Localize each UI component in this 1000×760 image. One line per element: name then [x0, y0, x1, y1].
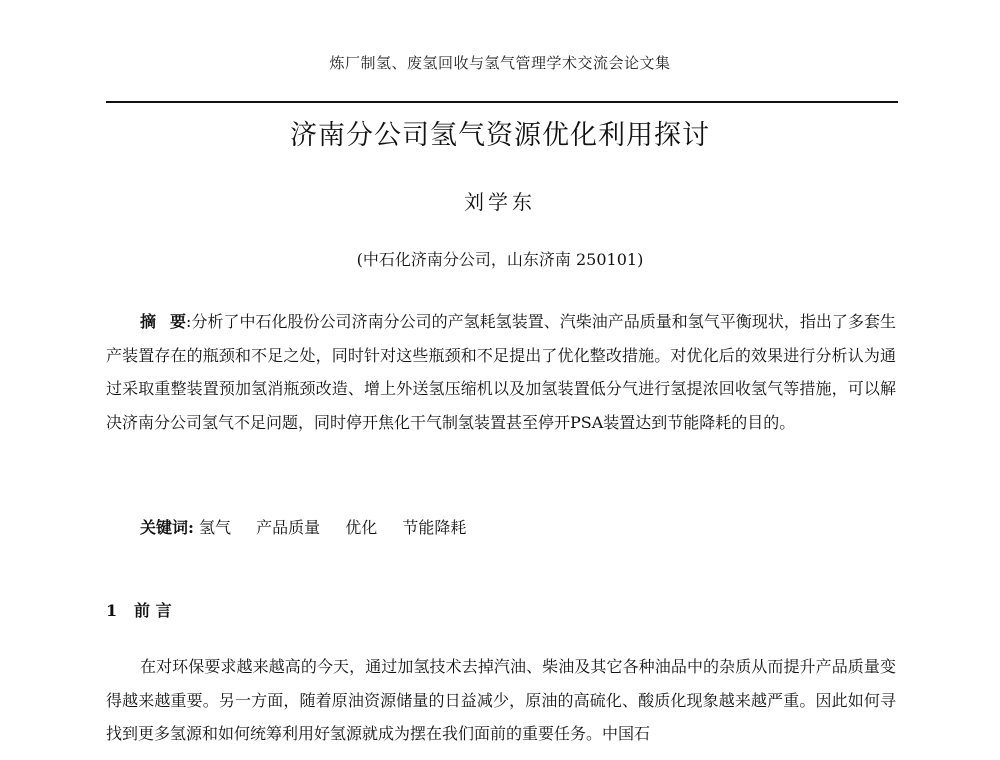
keyword-item: 产品质量: [256, 518, 321, 537]
section-title: 前 言: [134, 601, 172, 620]
section-number: 1: [106, 601, 118, 620]
keyword-item: 氢气: [199, 518, 232, 537]
abstract-text: :分析了中石化股份公司济南分公司的产氢耗氢装置、汽柴油产品质量和氢气平衡现状，指出了多套生产装置存在的瓶颈和不足之处，同时针对这些瓶颈和不足提出了优化整改措施。对优化后的效果进行分析认为通过采取重整装置预加氢消瓶颈改造、增上外送氢压缩机以及加氢装置低分气进行氢提浓回收氢气等措施，可以解决济南分公司氢气不足问题，同时停开焦化干气制氢装置甚至停开PSA装置达到节能降耗的目的。: [106, 312, 896, 432]
author-name: 刘学东: [464, 190, 536, 214]
section-heading-introduction: [106, 598, 172, 621]
author-affiliation: (中石化济南分公司，山东济南 250101): [356, 250, 644, 269]
keywords-label: 关键词:: [140, 518, 194, 537]
abstract-label-char-1: 摘: [140, 312, 157, 331]
keywords-line: [140, 515, 486, 538]
abstract-label-char-2: 要: [170, 312, 187, 331]
header-divider: [106, 101, 898, 103]
keyword-item: 节能降耗: [402, 518, 467, 537]
paper-title: 济南分公司氢气资源优化利用探讨: [290, 120, 710, 151]
abstract-label: [140, 312, 186, 331]
keyword-item: 优化: [345, 518, 378, 537]
introduction-paragraph: 在对环保要求越来越高的今天，通过加氢技术去掉汽油、柴油及其它各种油品中的杂质从而提升产品质量变得越来越重要。另一方面，随着原油资源储量的日益减少，原油的高硫化、酸质化现象越来越严重。因此如何寻找到更多氢源和如何统筹利用好氢源就成为摆在我们面前的重要任务。中国石: [106, 657, 896, 743]
running-head: 炼厂制氢、废氢回收与氢气管理学术交流会论文集: [329, 54, 671, 72]
abstract-paragraph: [106, 305, 896, 439]
